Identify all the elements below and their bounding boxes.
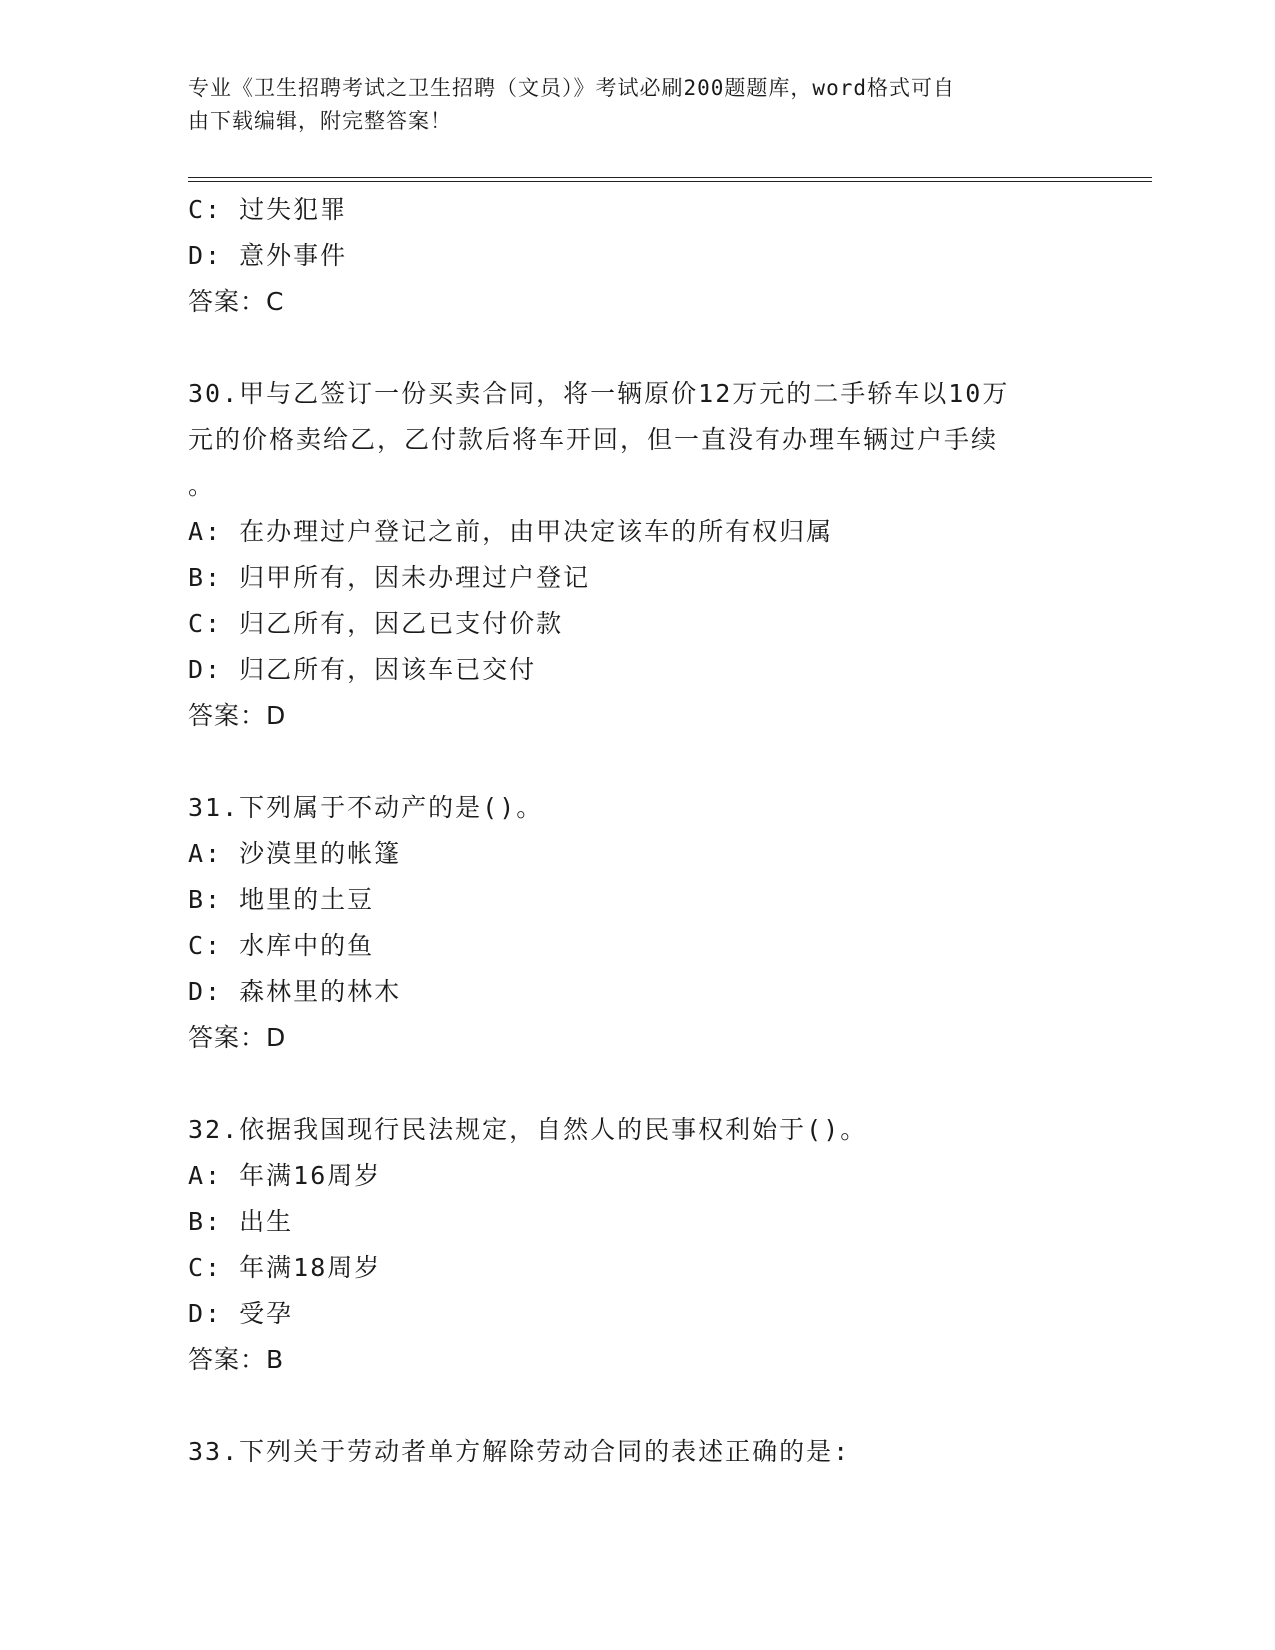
document-body xyxy=(188,187,1088,1475)
header-double-rule xyxy=(188,177,1152,182)
option-d: D: 受孕 xyxy=(188,1299,294,1328)
option-a: A: 年满16周岁 xyxy=(188,1161,382,1190)
option-c: C: 年满18周岁 xyxy=(188,1253,382,1282)
answer-line: 答案：C xyxy=(188,287,285,316)
option-c: C: 水库中的鱼 xyxy=(188,931,375,960)
spacer xyxy=(188,1061,1088,1107)
header-line-2: 由下载编辑，附完整答案！ xyxy=(188,109,452,133)
header-line-1: 专业《卫生招聘考试之卫生招聘（文员）》考试必刷200题题库，word格式可自 xyxy=(188,76,955,100)
option-d: D: 归乙所有，因该车已交付 xyxy=(188,655,537,684)
question-text-line: 31.下列属于不动产的是()。 xyxy=(188,793,544,822)
question-33 xyxy=(188,1429,1088,1475)
option-d: D: 森林里的林木 xyxy=(188,977,402,1006)
answer-line: 答案：D xyxy=(188,701,287,730)
answer-line: 答案：B xyxy=(188,1345,285,1374)
option-b: B: 出生 xyxy=(188,1207,294,1236)
spacer xyxy=(188,739,1088,785)
spacer xyxy=(188,1383,1088,1429)
option-c: C: 过失犯罪 xyxy=(188,195,348,224)
question-text-line: 33.下列关于劳动者单方解除劳动合同的表述正确的是: xyxy=(188,1437,851,1466)
option-a: A: 沙漠里的帐篷 xyxy=(188,839,402,868)
option-b: B: 归甲所有，因未办理过户登记 xyxy=(188,563,591,592)
question-text-line: 32.依据我国现行民法规定，自然人的民事权利始于()。 xyxy=(188,1115,868,1144)
document-header xyxy=(188,72,1068,138)
option-c: C: 归乙所有，因乙已支付价款 xyxy=(188,609,564,638)
question-text-line: 。 xyxy=(188,471,216,500)
spacer xyxy=(188,325,1088,371)
question-text-line: 30.甲与乙签订一份买卖合同，将一辆原价12万元的二手轿车以10万 xyxy=(188,379,1010,408)
option-d: D: 意外事件 xyxy=(188,241,348,270)
option-a: A: 在办理过户登记之前，由甲决定该车的所有权归属 xyxy=(188,517,834,546)
question-31 xyxy=(188,785,1088,1061)
question-32 xyxy=(188,1107,1088,1383)
question-30 xyxy=(188,371,1088,739)
answer-line: 答案：D xyxy=(188,1023,287,1052)
question-29-tail xyxy=(188,187,1088,325)
option-b: B: 地里的土豆 xyxy=(188,885,375,914)
question-text-line: 元的价格卖给乙，乙付款后将车开回，但一直没有办理车辆过户手续 xyxy=(188,425,999,454)
